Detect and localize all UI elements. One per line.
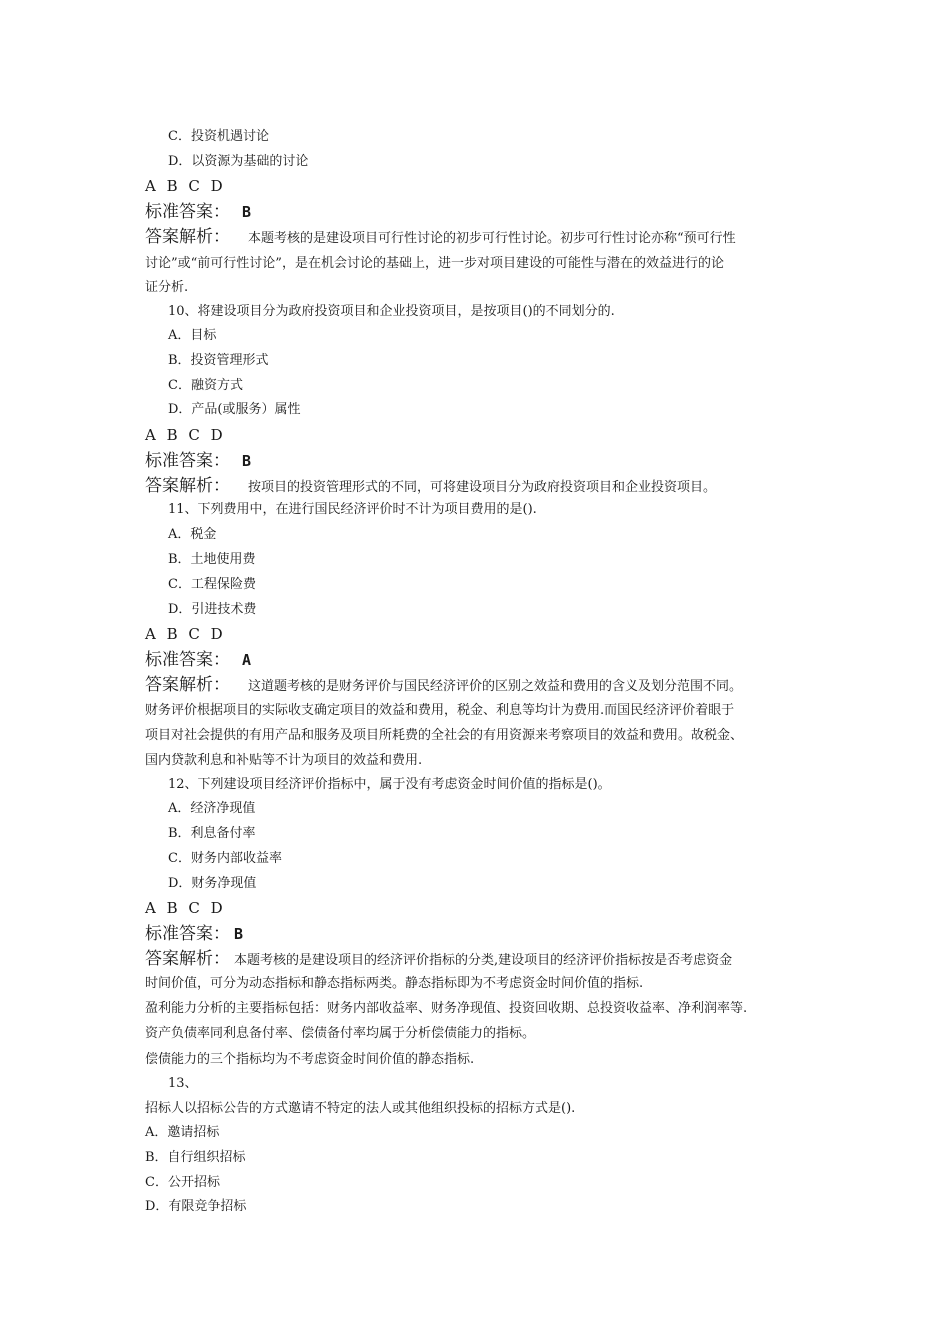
q13-option-b: B．自行组织招标 <box>145 1150 246 1165</box>
q12-option-c: C．财务内部收益率 <box>168 851 282 866</box>
q12-explanation <box>145 951 732 968</box>
q11-explain-line-4: 国内贷款利息和补贴等不计为项目的效益和费用. <box>145 753 423 768</box>
q10-explain-label: 答案解析： <box>145 476 230 496</box>
q10-answer <box>145 453 251 470</box>
q12-explain-line-1: 本题考核的是建设项目的经济评价指标的分类,建设项目的经济评价指标按是否考虑资金 <box>234 953 733 968</box>
q10-option-a: A．目标 <box>168 328 217 343</box>
q11-choices: A B C D <box>145 625 226 643</box>
q9-answer <box>145 204 251 221</box>
q11-option-d: D．引进技术费 <box>168 602 257 617</box>
q10-question: 10、将建设项目分为政府投资项目和企业投资项目，是按项目()的不同划分的. <box>168 304 615 319</box>
q9-answer-label: 标准答案： <box>145 202 230 222</box>
q11-explanation <box>145 677 742 694</box>
q9-option-d: D．以资源为基础的讨论 <box>168 154 309 169</box>
q12-explain-line-3: 盈利能力分析的主要指标包括：财务内部收益率、财务净现值、投资回收期、总投资收益率、净利润率等. <box>145 1001 748 1016</box>
q9-choices: A B C D <box>145 177 226 195</box>
q12-option-d: D．财务净现值 <box>168 876 257 891</box>
q10-answer-value: B <box>242 452 252 470</box>
q12-choices: A B C D <box>145 899 226 917</box>
q10-choices: A B C D <box>145 426 226 444</box>
q13-option-a: A．邀请招标 <box>145 1125 220 1140</box>
q9-explain-line-2: 讨论”或“前可行性讨论”，是在机会讨论的基础上，进一步对项目建设的可能性与潜在的效益进行的论 <box>145 256 724 271</box>
q9-explain-label: 答案解析： <box>145 227 230 247</box>
q13-option-d: D．有限竞争招标 <box>145 1199 247 1214</box>
q11-option-a: A．税金 <box>168 527 217 542</box>
q11-explain-line-1: 这道题考核的是财务评价与国民经济评价的区别之效益和费用的含义及划分范围不同。 <box>248 679 743 694</box>
q10-option-b: B．投资管理形式 <box>168 353 269 368</box>
q9-explain-line-1: 本题考核的是建设项目可行性讨论的初步可行性讨论。初步可行性讨论亦称“预可行性 <box>248 231 736 246</box>
q9-option-c: C．投资机遇讨论 <box>168 129 269 144</box>
q10-option-d: D．产品(或服务）属性 <box>168 402 301 417</box>
q12-answer <box>145 926 243 943</box>
q9-explanation <box>145 229 736 246</box>
q12-explain-line-5: 偿债能力的三个指标均为不考虑资金时间价值的静态指标. <box>145 1052 475 1067</box>
q10-explanation <box>145 478 716 495</box>
q12-explain-line-2: 时间价值，可分为动态指标和静态指标两类。静态指标即为不考虑资金时间价值的指标. <box>145 976 644 991</box>
q11-answer-value: A <box>242 651 252 669</box>
q11-answer <box>145 652 251 669</box>
q12-explain-line-4: 资产负债率同利息备付率、偿债备付率均属于分析偿债能力的指标。 <box>145 1026 536 1041</box>
q12-question: 12、下列建设项目经济评价指标中，属于没有考虑资金时间价值的指标是()。 <box>168 777 611 792</box>
q13-option-c: C．公开招标 <box>145 1175 220 1190</box>
q11-explain-line-2: 财务评价根据项目的实际收支确定项目的效益和费用，税金、利息等均计为费用.而国民经济评价着眼于 <box>145 703 735 718</box>
q10-answer-label: 标准答案： <box>145 451 230 471</box>
q11-explain-label: 答案解析： <box>145 675 230 695</box>
q12-explain-label: 答案解析： <box>145 949 230 969</box>
q12-option-b: B．利息备付率 <box>168 826 256 841</box>
q10-option-c: C．融资方式 <box>168 378 243 393</box>
q11-question: 11、下列费用中，在进行国民经济评价时不计为项目费用的是(). <box>168 502 537 517</box>
q11-explain-line-3: 项目对社会提供的有用产品和服务及项目所耗费的全社会的有用资源来考察项目的效益和费用。故税金、 <box>145 728 744 743</box>
q13-number: 13、 <box>168 1076 198 1091</box>
q13-question: 招标人以招标公告的方式邀请不特定的法人或其他组织投标的招标方式是(). <box>145 1101 576 1116</box>
q9-answer-value: B <box>242 203 252 221</box>
q11-option-b: B．土地使用费 <box>168 552 256 567</box>
q12-answer-label: 标准答案： <box>145 924 230 944</box>
q10-explain-line-1: 按项目的投资管理形式的不同，可将建设项目分为政府投资项目和企业投资项目。 <box>248 480 717 495</box>
q12-option-a: A．经济净现值 <box>168 801 256 816</box>
q11-option-c: C．工程保险费 <box>168 577 256 592</box>
q12-answer-value: B <box>234 925 244 943</box>
q11-answer-label: 标准答案： <box>145 650 230 670</box>
q9-explain-line-3: 证分析. <box>145 280 189 295</box>
